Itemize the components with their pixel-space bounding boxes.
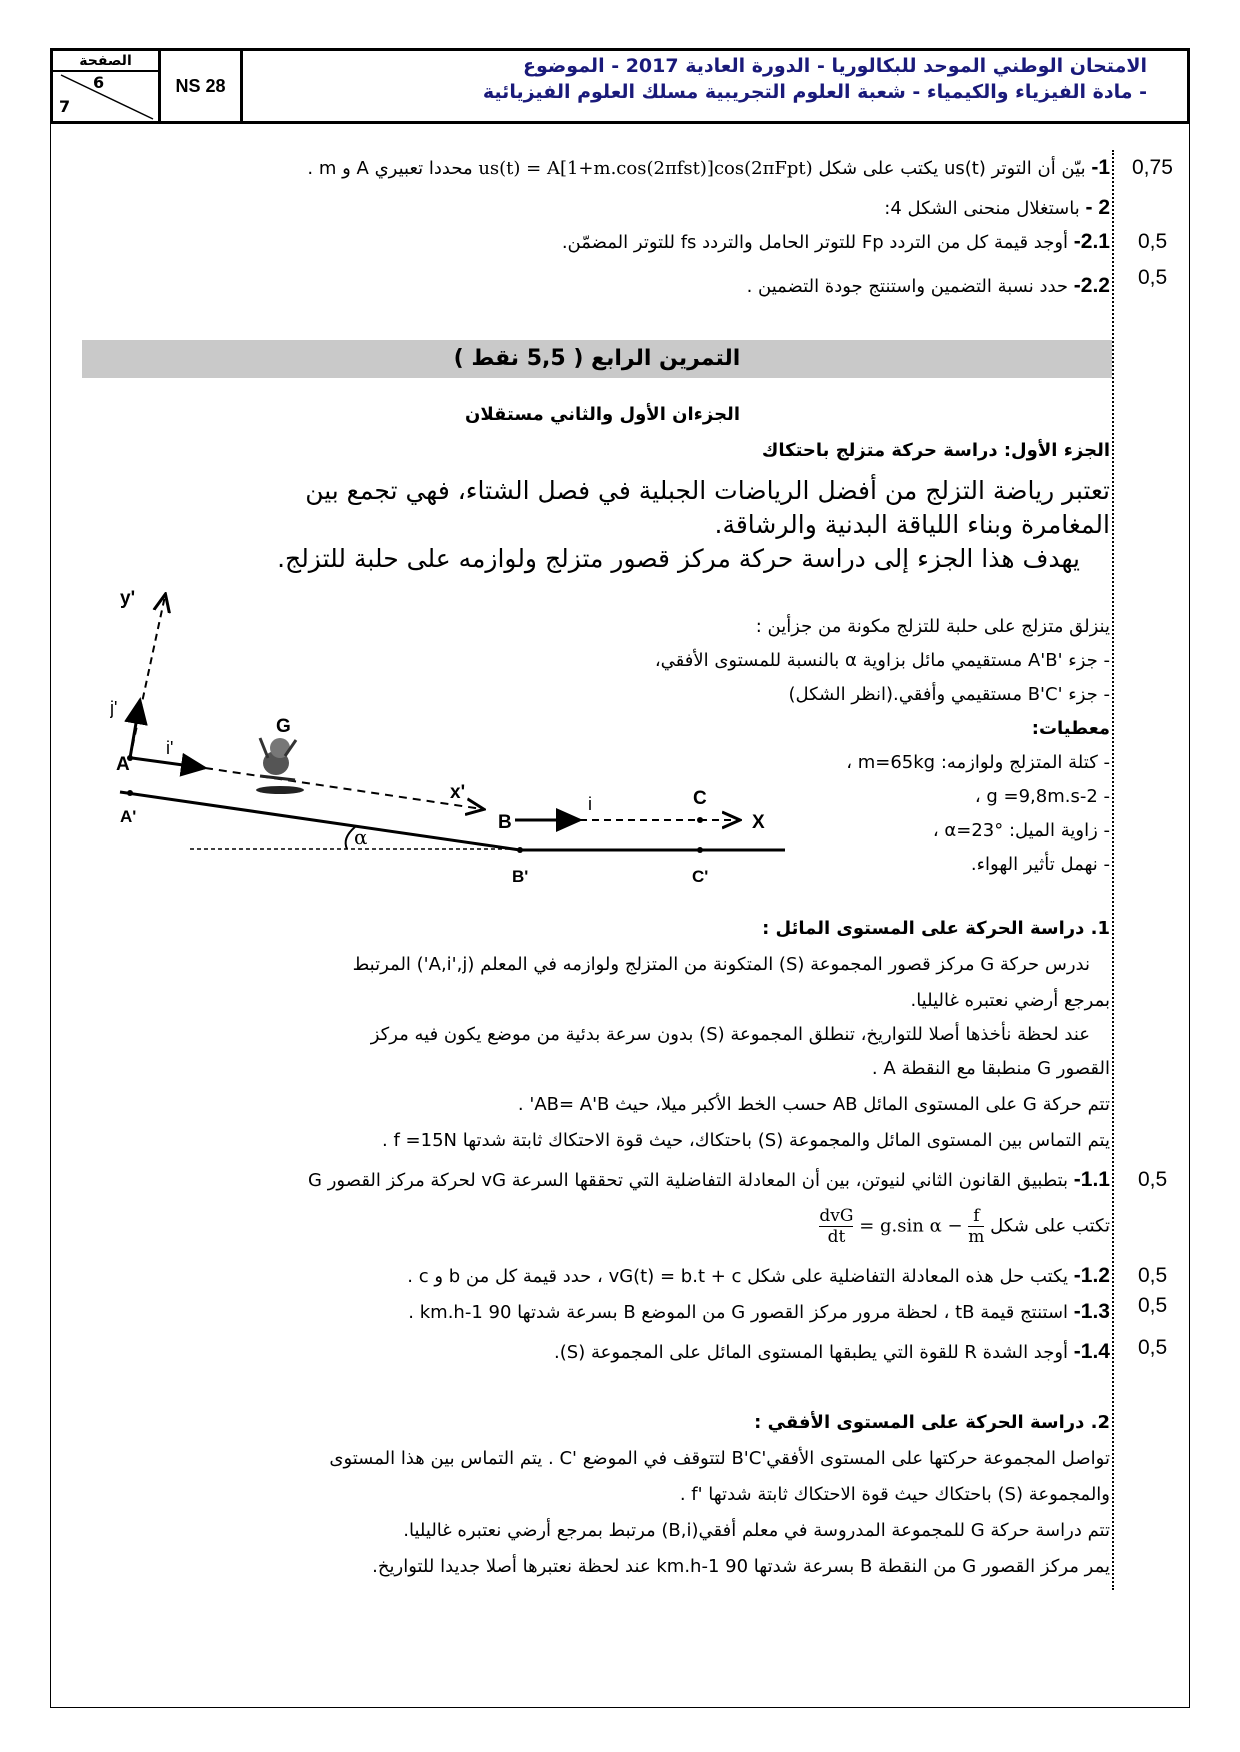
label-alpha: α [354, 825, 368, 849]
header-title [243, 51, 1187, 121]
j-prime-vector [130, 700, 140, 758]
question-2-2 [747, 274, 1110, 298]
section1-p3: عند لحظة نأخذها أصلا للتواريخ، تنطلق المجموعة (S) بدون سرعة بدئية من موضع يكون فيه مركز [370, 1024, 1090, 1045]
section1-p6: يتم التماس بين المستوى المائل والمجموعة (S) باحتكاك، حيث قوة الاحتكاك ثابتة شدتها f =15N . [382, 1130, 1110, 1151]
q1-text: بيّن أن التوتر us(t) يكتب على شكل [818, 158, 1086, 179]
q2-number: 2 - [1085, 196, 1110, 219]
label-G: G [276, 716, 291, 737]
q12-points: 0,5 [1138, 1264, 1168, 1287]
q11-number: 1.1- [1073, 1168, 1110, 1191]
q13-points: 0,5 [1138, 1294, 1168, 1317]
question-1 [307, 156, 1110, 180]
label-B-prime: B' [512, 867, 529, 886]
data-title: معطيات: [1031, 718, 1110, 739]
ski-track-diagram [110, 588, 810, 908]
exercise-title: التمرين الرابع ( 5,5 نقط ) [82, 340, 1112, 378]
skier-illustration [256, 738, 304, 794]
intro-line2: المغامرة وبناء اللياقة البدنية والرشاقة. [714, 510, 1110, 539]
exam-header [50, 48, 1190, 124]
label-B: B [498, 812, 512, 833]
label-C: C [693, 788, 707, 809]
i-prime-vector [132, 758, 205, 768]
data-angle: - زاوية الميل: α=23° ، [932, 820, 1110, 841]
label-i: i [588, 794, 592, 814]
page-total: 7 [59, 97, 71, 116]
q22-number: 2.2- [1073, 274, 1110, 297]
section2-p3: تتم دراسة حركة G للمجموعة المدروسة في معلم أفقي(B,i) مرتبط بمرجع أرضي نعتبره غاليليا. [403, 1520, 1110, 1541]
q21-points: 0,5 [1138, 230, 1168, 253]
q13-text: استنتج قيمة tB ، لحظة مرور مركز القصور G من الموضع B بسرعة شدتها 90 km.h-1 . [408, 1302, 1069, 1323]
label-C-prime: C' [692, 867, 709, 886]
x-prime-axis [205, 768, 482, 809]
q22-text: حدد نسبة التضمين واستنتج جودة التضمين . [746, 276, 1069, 297]
exam-code: NS 28 [161, 51, 243, 121]
section1-p5: تتم حركة G على المستوى المائل AB حسب الخط الأكبر ميلا، حيث AB= A'B' . [517, 1094, 1110, 1115]
page-current: 6 [93, 73, 105, 92]
independent-note: الجزءان الأول والثاني مستقلان [464, 404, 740, 425]
section1-p1: ندرس حركة G مركز قصور المجموعة (S) المتكونة من المتزلج ولوازمه في المعلم (A,i',j') المرتبط [352, 954, 1090, 975]
q14-text: أوجد الشدة R للقوة التي يطبقها المستوى المائل على المجموعة (S). [554, 1342, 1069, 1363]
q14-number: 1.4- [1073, 1340, 1110, 1363]
q1-number: 1- [1091, 156, 1110, 179]
question-1-1 [308, 1168, 1110, 1192]
data-gravity: - g =9,8m.s-2 ، [974, 786, 1110, 807]
page-number-box [53, 51, 161, 121]
label-j-prime: j' [110, 698, 118, 718]
question-2 [884, 196, 1110, 220]
question-2-1 [562, 230, 1110, 254]
question-1-1-eq [819, 1206, 1110, 1247]
section2-title: 2. دراسة الحركة على المستوى الأفقي : [754, 1412, 1110, 1433]
part1-title: الجزء الأول: دراسة حركة متزلج باحتكاك [761, 440, 1110, 461]
q12-text: يكتب حل هذه المعادلة التفاضلية على شكل vG(t) = b.t + c ، حدد قيمة كل من b و c . [407, 1266, 1069, 1287]
question-1-2 [407, 1264, 1110, 1288]
label-X: X [752, 812, 765, 833]
intro-line1: تعتبر رياضة التزلج من أفضل الرياضات الجبلية في فصل الشتاء، فهي تجمع بين [305, 476, 1110, 505]
section2-p2: والمجموعة (S) باحتكاك حيث قوة الاحتكاك ثابتة شدتها 'f . [679, 1484, 1110, 1505]
q13-number: 1.3- [1073, 1300, 1110, 1323]
section1-title: 1. دراسة الحركة على المستوى المائل : [762, 918, 1110, 939]
q11-points: 0,5 [1138, 1168, 1168, 1191]
question-1-3 [408, 1300, 1110, 1324]
q12-number: 1.2- [1073, 1264, 1110, 1287]
q14-points: 0,5 [1138, 1336, 1168, 1359]
eq-mid: = g.sin α − [859, 1215, 963, 1237]
label-A-prime: A' [120, 807, 137, 826]
q2-text: باستغلال منحنى الشكل 4: [884, 198, 1080, 219]
label-A: A [116, 754, 130, 775]
data-mass: - كتلة المتزلج ولوازمه: m=65kg ، [846, 752, 1110, 773]
q1-equation: us(t) = A[1+m.cos(2πfst)]cos(2πFpt) [478, 158, 813, 179]
eq-m: m [968, 1227, 985, 1247]
intro-line3: يهدف هذا الجزء إلى دراسة حركة مركز قصور متزلج ولوازمه على حلبة للتزلج. [277, 544, 1080, 573]
q21-number: 2.1- [1073, 230, 1110, 253]
track-line1: ينزلق متزلج على حلبة للتزلج مكونة من جزأين : [755, 616, 1110, 637]
section1-p2: بمرجع أرضي نعتبره غاليليا. [910, 990, 1110, 1011]
label-y-prime: y' [120, 588, 136, 609]
section2-p4: يمر مركز القصور G من النقطة B بسرعة شدتها 90 km.h-1 عند لحظة نعتبرها أصلا جديدا للتواريخ. [372, 1556, 1110, 1577]
section1-p4: القصور G منطبقا مع النقطة A . [871, 1058, 1110, 1079]
q11-equation [819, 1206, 984, 1247]
margin-separator [1112, 150, 1114, 1590]
q21-text: أوجد قيمة كل من التردد Fp للتوتر الحامل والتردد fs للتوتر المضمّن. [561, 232, 1069, 253]
q11-form-text: تكتب على شكل [990, 1215, 1110, 1237]
label-x-prime: x' [450, 782, 466, 803]
data-air: - نهمل تأثير الهواء. [970, 854, 1110, 875]
q22-points: 0,5 [1138, 266, 1168, 289]
q1-points: 0,75 [1132, 156, 1173, 179]
q1-tail: محددا تعبيري A و m . [307, 158, 473, 179]
track-line2: - جزء 'A'B مستقيمي مائل بزاوية α بالنسبة للمستوى الأفقي، [654, 650, 1110, 671]
track-line3: - جزء 'B'C مستقيمي وأفقي.(انظر الشكل) [788, 684, 1110, 705]
page-label: الصفحة [79, 53, 132, 69]
eq-num: dvG [819, 1206, 854, 1226]
label-i-prime: i' [166, 738, 174, 758]
q11-text: بتطبيق القانون الثاني لنيوتن، بين أن المعادلة التفاضلية التي تحققها السرعة vG لحركة مركز القصور G [308, 1170, 1069, 1191]
header-title-line1: الامتحان الوطني الموحد للبكالوريا - الدورة العادية 2017 - الموضوع [523, 55, 1147, 77]
question-1-4 [554, 1340, 1110, 1364]
section2-p1: تواصل المجموعة حركتها على المستوى الأفقي'B'C لتتوقف في الموضع 'C . يتم التماس بين هذا المستوى [329, 1448, 1110, 1469]
header-title-line2: - مادة الفيزياء والكيمياء - شعبة العلوم التجريبية مسلك العلوم الفيزيائية [482, 81, 1147, 103]
eq-den: dt [819, 1226, 853, 1247]
eq-f: f [973, 1206, 980, 1226]
